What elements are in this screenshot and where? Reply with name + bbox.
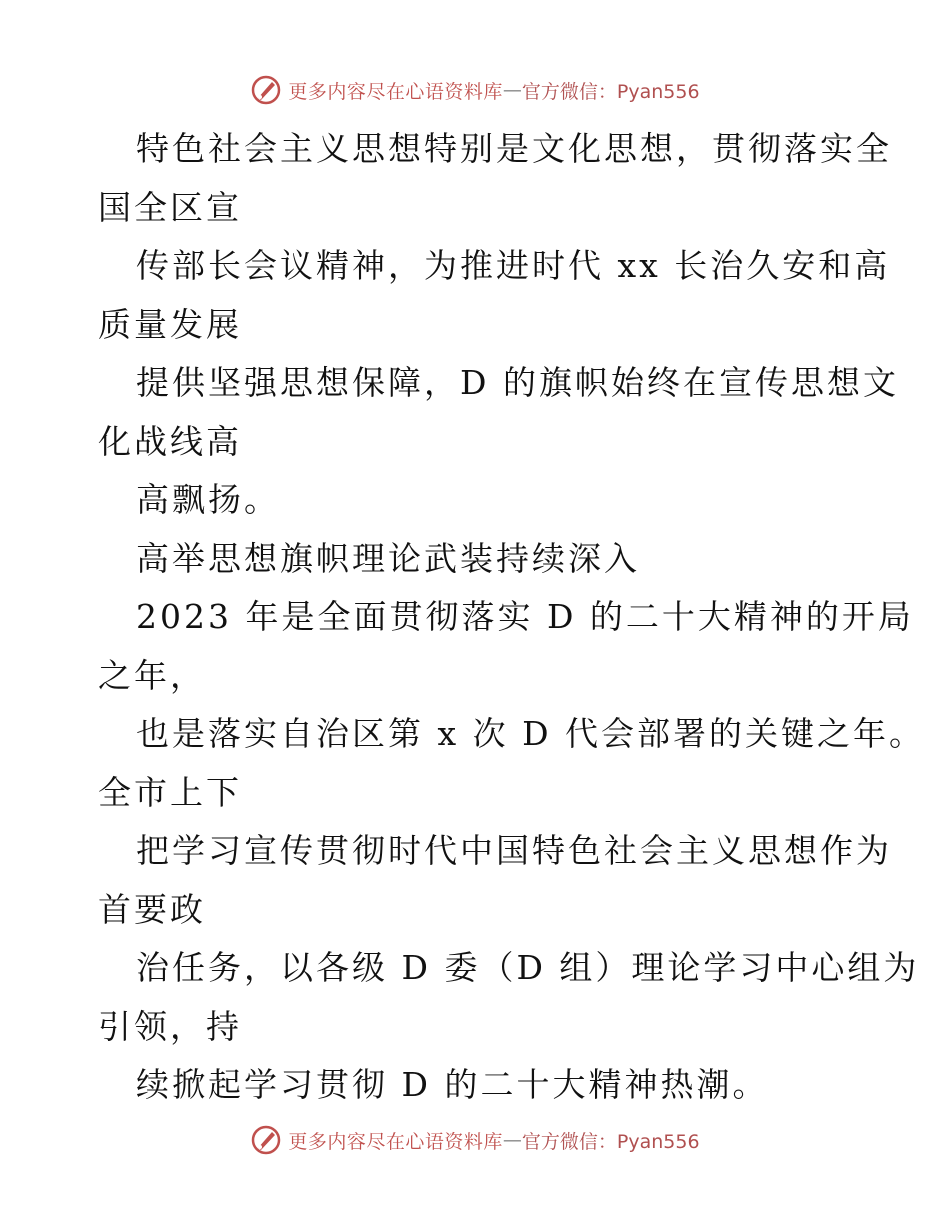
text-line: 引领，持 [98,1006,242,1046]
text-line: 传部长会议精神，为推进时代 xx 长治久安和高 [136,246,891,285]
text-line: 全市上下 [98,772,242,812]
text-line: 首要政 [98,889,206,929]
text-line: 质量发展 [98,304,242,344]
footer-banner-separator: — [502,1129,522,1151]
text-line: 2023 年是全面贯彻落实 D 的二十大精神的开局 [136,597,914,636]
section-heading: 高举思想旗帜理论武装持续深入 [136,538,640,578]
header-banner-text: 更多内容尽在心语资料库 [288,80,503,103]
footer-banner-wechat: 官方微信：Pyan556 [521,1130,700,1153]
text-line: 之年， [98,655,206,695]
footer-banner-text: 更多内容尽在心语资料库 [288,1130,503,1153]
text-line: 特色社会主义思想特别是文化思想，贯彻落实全 [136,129,892,168]
document-body [98,120,926,1115]
footer-watermark-banner [0,1120,950,1160]
text-line: 治任务，以各级 D 委（D 组）理论学习中心组为 [136,948,920,987]
header-banner-wechat: 官方微信：Pyan556 [521,80,700,103]
text-line: 续掀起学习贯彻 D 的二十大精神热潮。 [136,1065,769,1104]
text-line: 化战线高 [98,421,242,461]
quill-seal-icon [250,1124,282,1156]
header-banner-separator: — [502,79,522,101]
text-line: 高飘扬。 [136,480,280,519]
text-line: 把学习宣传贯彻时代中国特色社会主义思想作为 [136,831,892,870]
text-line: 国全区宣 [98,187,242,227]
header-watermark-banner [0,70,950,110]
text-line: 提供坚强思想保障，D 的旗帜始终在宣传思想文 [136,363,899,402]
text-line: 也是落实自治区第 x 次 D 代会部署的关键之年。 [136,714,926,753]
quill-seal-icon [250,74,282,106]
